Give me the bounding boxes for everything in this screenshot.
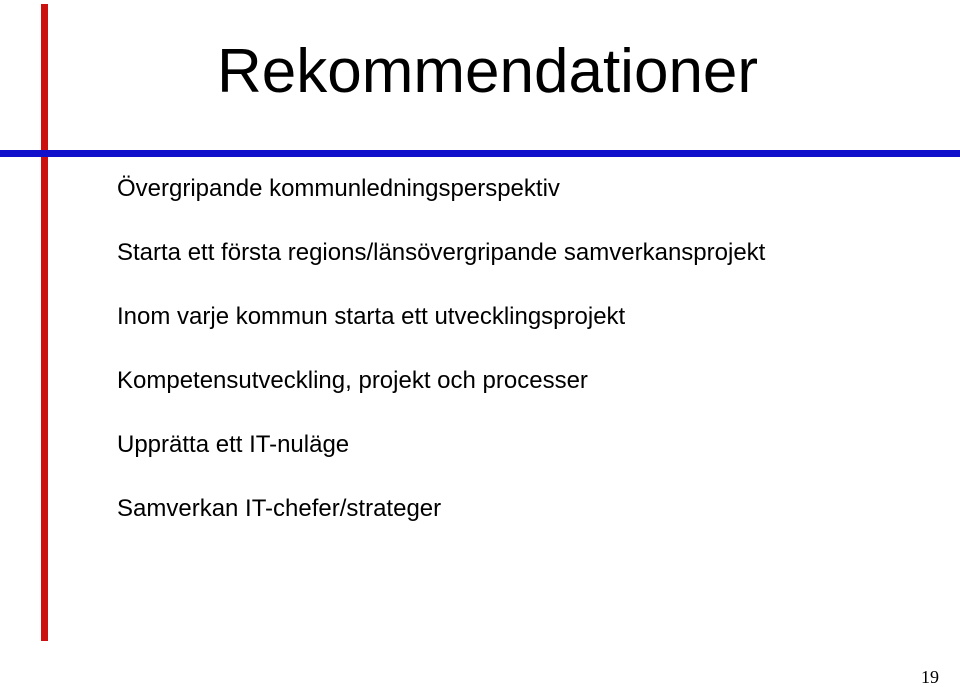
page-number: 19 (921, 667, 939, 687)
list-item: Starta ett första regions/länsövergripande samverkansprojekt (117, 239, 766, 266)
bullet-list (117, 173, 765, 557)
slide-title: Rekommendationer (217, 37, 759, 106)
vertical-accent-bar (41, 4, 48, 641)
list-item: Samverkan IT-chefer/strateger (117, 495, 442, 522)
list-item: Kompetensutveckling, projekt och processer (117, 367, 588, 394)
list-item: Övergripande kommunledningsperspektiv (117, 175, 560, 202)
list-item: Inom varje kommun starta ett utvecklingsprojekt (117, 303, 626, 330)
list-item: Upprätta ett IT-nuläge (117, 431, 350, 458)
horizontal-accent-bar (0, 150, 960, 157)
